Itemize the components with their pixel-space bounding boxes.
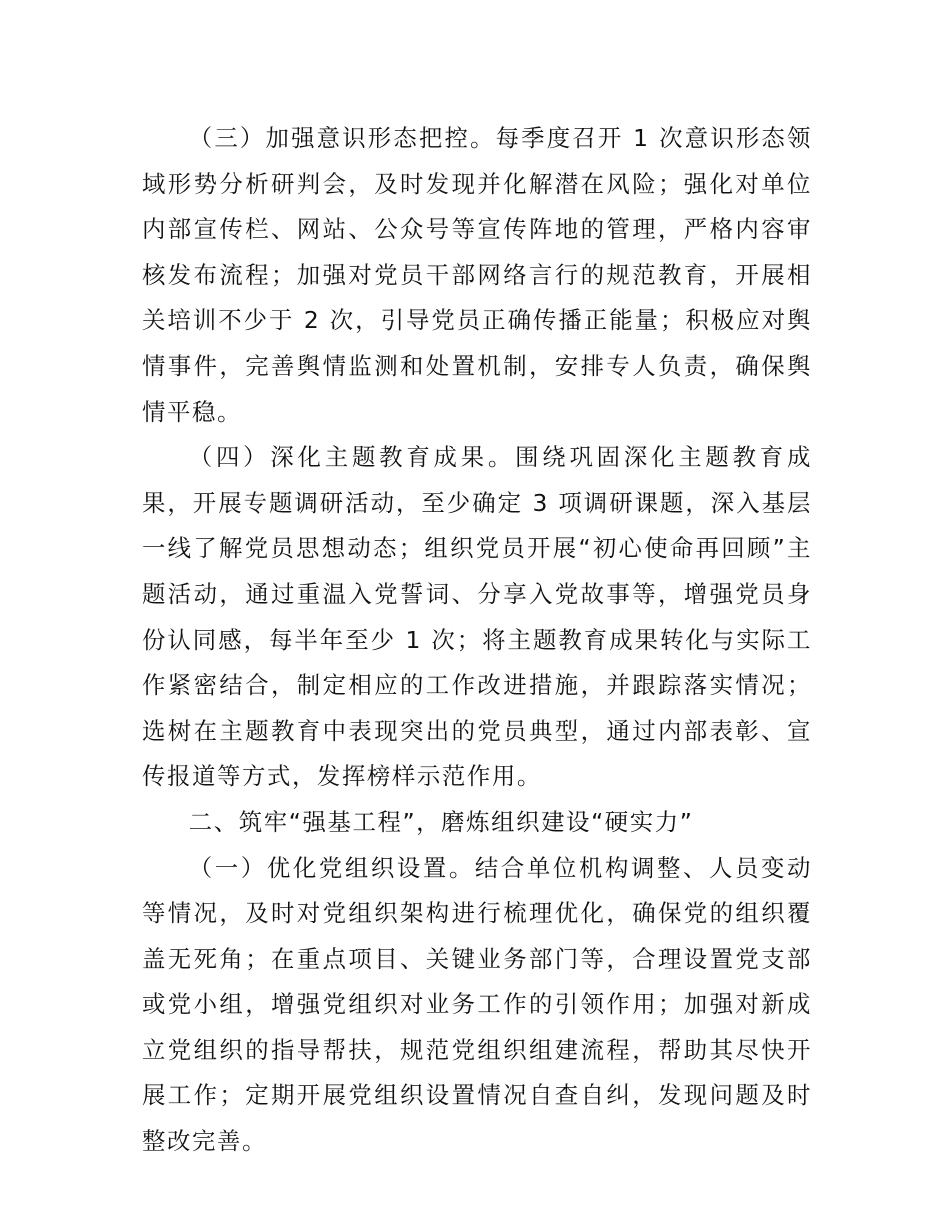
section-heading-strong-foundation: 二、筑牢“强基工程”，磨炼组织建设“硬实力” <box>188 807 694 836</box>
paragraph-theme-education: （四）深化主题教育成果。围绕巩固深化主题教育成果，开展专题调研活动，至少确定 3 项调研课题，深入基层一线了解党员思想动态；组织党员开展“初心使命再回顾”主题活动，通过重温入党誓词、分享入党故事等，增强党员身份认同感，每半年至少 1 次；将主题教育成果转化与实际工作紧密结合，制定相应的工作改进措施，并跟踪落实情况；选树在主题教育中表现突出的党员典型，通过内部表彰、宣传报道等方式，发挥榜样示范作用。 <box>142 443 812 791</box>
paragraph-party-organization: （一）优化党组织设置。结合单位机构调整、人员变动等情况，及时对党组织架构进行梳理优化，确保党的组织覆盖无死角；在重点项目、关键业务部门等，合理设置党支部或党小组，增强党组织对业务工作的引领作用；加强对新成立党组织的指导帮扶，规范党组织组建流程，帮助其尽快开展工作；定期开展党组织设置情况自查自纠，发现问题及时整改完善。 <box>142 853 812 1156</box>
document-body <box>142 116 812 1165</box>
paragraph-ideology-control: （三）加强意识形态把控。每季度召开 1 次意识形态领域形势分析研判会，及时发现并化解潜在风险；强化对单位内部宣传栏、网站、公众号等宣传阵地的管理，严格内容审核发布流程；加强对党员干部网络言行的规范教育，开展相关培训不少于 2 次，引导党员正确传播正能量；积极应对舆情事件，完善舆情监测和处置机制，安排专人负责，确保舆情平稳。 <box>142 124 812 426</box>
